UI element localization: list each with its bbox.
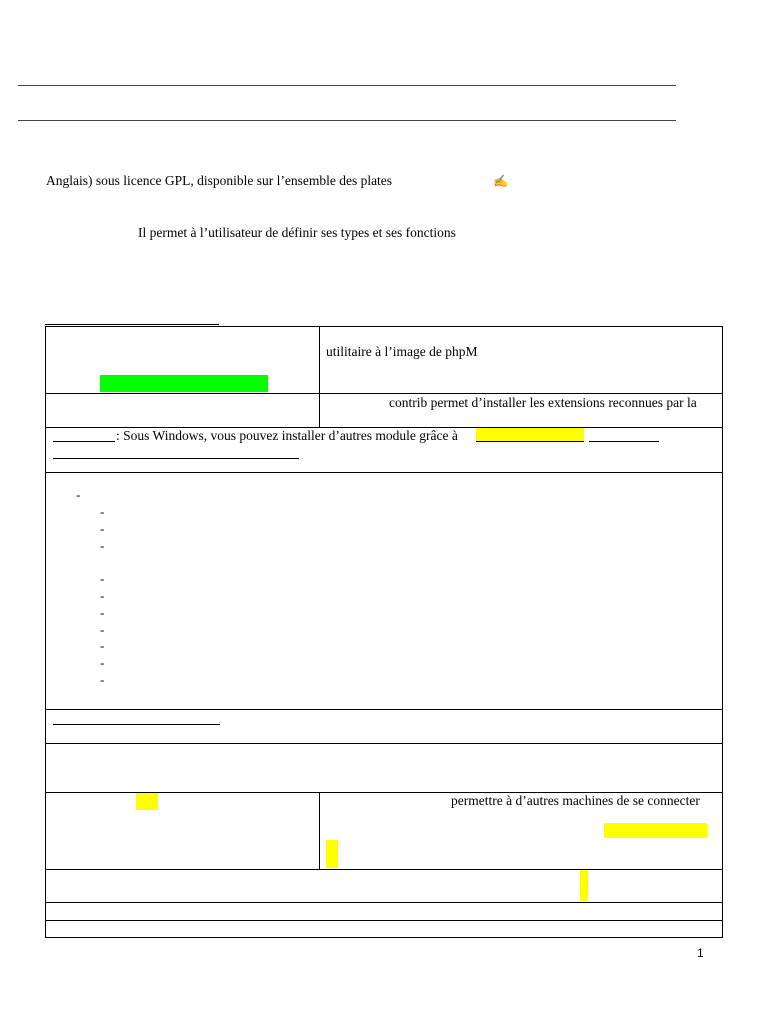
list-dash: - (76, 487, 81, 502)
list-dash: - (100, 672, 105, 687)
list-dash: - (100, 605, 105, 620)
paragraph-line-1: Anglais) sous licence GPL, disponible sur l’ensemble des plates (46, 173, 393, 188)
list-dash: - (100, 638, 105, 653)
list-dash: - (100, 588, 105, 603)
highlight-yellow (604, 823, 707, 838)
table-row-divider (45, 902, 723, 903)
table-column-divider (319, 792, 320, 869)
list-dash: - (100, 655, 105, 670)
blank-underline (476, 441, 584, 442)
table-row-divider (45, 743, 723, 744)
list-dash: - (100, 504, 105, 519)
blank-underline (589, 441, 659, 442)
row8-right-text: permettre à d’autres machines de se connecter (451, 793, 700, 808)
table-row-divider (45, 869, 723, 870)
paragraph-line-2: Il permet à l’utilisateur de définir ses types et ses fonctions (138, 225, 456, 240)
table-row-divider (45, 393, 723, 394)
writing-hand-icon: ✍ (493, 174, 508, 188)
highlight-yellow (136, 793, 158, 810)
table-column-divider (319, 326, 320, 393)
blank-underline (53, 724, 220, 725)
list-dash: - (100, 538, 105, 553)
highlight-green (100, 375, 268, 392)
highlight-yellow (476, 428, 584, 442)
document-table (45, 326, 723, 938)
row2-right-text: contrib permet d’installer les extensions reconnues par la (389, 395, 697, 410)
blank-underline (53, 458, 299, 459)
list-dash: - (100, 622, 105, 637)
row3-text: : Sous Windows, vous pouvez installer d’autres module grâce à (116, 428, 458, 443)
table-column-divider (319, 393, 320, 427)
list-dash: - (100, 521, 105, 536)
row1-right-text: utilitaire à l’image de phpM (326, 344, 478, 359)
header-rule-top (18, 85, 676, 86)
header-rule-bottom (18, 120, 676, 121)
list-dash: - (100, 571, 105, 586)
highlight-yellow (326, 840, 338, 868)
blank-underline (53, 441, 115, 442)
table-row-divider (45, 709, 723, 710)
table-row-divider (45, 920, 723, 921)
page-number: 1 (697, 946, 704, 960)
table-row-divider (45, 472, 723, 473)
highlight-yellow (580, 870, 588, 901)
heading-underline (45, 324, 219, 325)
